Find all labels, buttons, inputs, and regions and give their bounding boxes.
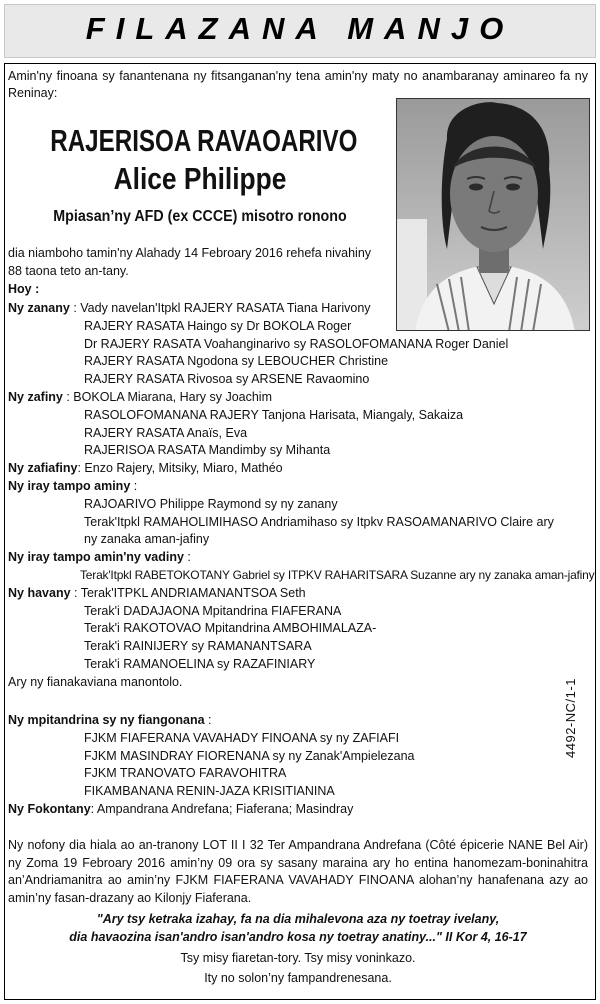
quote-line-2: dia havaozina isan'andro isan'andro kosa ny toetray anatiny..." II Kor 4, 16-17 xyxy=(69,930,527,944)
fokontany-label: Ny Fokontany xyxy=(8,801,91,816)
zanany-item: : Vady navelan'Itpkl RAJERY RASATA Tiana Harivony xyxy=(69,301,371,315)
zanany-item: RAJERY RASATA Ngodona sy LEBOUCHER Christine xyxy=(84,354,389,369)
page-title: FILAZANA MANJO xyxy=(85,11,515,46)
havany-item: Terak'i DADAJAONA Mpitandrina FIAFERANA xyxy=(84,603,342,618)
closing-line-1: Tsy misy fiaretan-tory. Tsy misy voninkazo. xyxy=(180,951,416,965)
quote-line-1: "Ary tsy ketraka izahay, fa na dia mihalevona aza ny toetray ivelany, xyxy=(96,912,500,926)
fianakaviana-line: Ary ny fianakaviana manontolo. xyxy=(8,674,183,689)
iray-tampo-vadiny-label: Ny iray tampo amin'ny vadiny xyxy=(8,550,184,565)
deceased-surname: RAJERISOA RAVAOARIVO xyxy=(50,123,358,158)
mpitandrina-label: Ny mpitandrina sy ny fiangonana xyxy=(8,713,205,727)
death-line-2: 88 taona teto an-tany. xyxy=(8,263,129,278)
mpitandrina-list: Ny mpitandrina sy ny fiangonana : FJKM FIAFERANA VAVAHADY FINOANA sy ny ZAFIAFI FJKM MASINDRAY FIORENANA sy ny Zanak'Ampielezana FJKM TRANOVATO FARAVOHITRA FIKAMBANANA RENIN-JAZA KRISITIANINA Ny Fokontany: Ampandrana Andrefana; Fiaferana; Masindray xyxy=(8,712,548,819)
mpitandrina-item: FJKM MASINDRAY FIORENANA sy ny Zanak'Ampielezana xyxy=(84,748,415,763)
havany-item: : Terak'ITPKL ANDRIAMANANTSOA Seth xyxy=(70,585,306,600)
havany-item: Terak'i RAKOTOVAO Mpitandrina AMBOHIMALAZA- xyxy=(84,621,377,636)
iray-tampo-vadiny-item: Terak'Itpkl RABETOKOTANY Gabriel sy ITPKV RAHARITSARA Suzanne ary ny zanaka aman-jafiny xyxy=(80,567,595,582)
zanany-label: Ny zanany xyxy=(8,301,70,315)
zanany-item: Dr RAJERY RASATA Voahanginarivo sy RASOLOFOMANANA Roger Daniel xyxy=(84,336,509,351)
reference-code: 4492-NC/1-1 xyxy=(563,678,578,758)
deceased-given-names: Alice Philippe xyxy=(113,161,287,196)
zafiny-item: RAJERISOA RASATA Mandimby sy Mihanta xyxy=(84,443,331,458)
closing-line-2: Ity no solon’ny fampandrenesana. xyxy=(204,971,392,985)
intro-text: Amin'ny finoana sy fanantenana ny fitsanganan'ny tena amin'ny maty no anambaranay aminareo fa ny Reninay: xyxy=(8,69,588,100)
havany-item: Terak'i RAINIJERY sy RAMANANTSARA xyxy=(84,639,312,654)
deceased-role: Mpiasan’ny AFD (ex CCCE) misotro ronono xyxy=(53,208,347,225)
header-banner xyxy=(4,4,596,58)
zanany-item: RAJERY RASATA Haingo sy Dr BOKOLA Roger xyxy=(84,318,352,333)
mpitandrina-item: FJKM FIAFERANA VAVAHADY FINOANA sy ny ZAFIAFI xyxy=(84,730,400,745)
bible-quote xyxy=(8,910,588,946)
death-announcement xyxy=(8,245,392,298)
zafiny-item: : BOKOLA Miarana, Hary sy Joachim xyxy=(62,389,272,404)
iray-tampo-aminy-item: ny zanaka aman-jafiny xyxy=(84,532,210,547)
hoy-label: Hoy : xyxy=(8,281,40,296)
family-list: Ny zanany : Vady navelan'Itpkl RAJERY RASATA Tiana Harivony RAJERY RASATA Haingo sy Dr BOKOLA Roger Dr RAJERY RASATA Voahanginarivo sy RASOLOFOMANANA Roger Daniel RAJERY RASATA Ngodona sy LEBOUCHER Christine RAJERY RASATA Rivosoa sy ARSENE Ravaomino Ny zafiny : BOKOLA Miarana, Hary sy Joachim RASOLOFOMANANA RAJERY Tanjona Harisata, Miangaly, Sakaiza RAJERY RASATA Anaïs, Eva RAJERISOA RASATA Mandimby sy Mihanta Ny zafiafiny: Enzo Rajery, Mitsiky, Miaro, Mathéo Ny iray tampo aminy : RAJOARIVO Philippe Raymond sy ny zanany Terak'Itpkl RAMAHOLIMIHASO Andriamihaso sy Itpkv RASOAMANARIVO Claire ary ny zanaka aman-jafiny Ny iray tampo amin'ny vadiny : Terak'Itpkl RABETOKOTANY Gabriel sy ITPKV RAHARITSARA Suzanne ary ny zanaka aman-jafiny Ny havany : Terak'ITPKL ANDRIAMANANTSOA Seth Terak'i DADAJAONA Mpitandrina FIAFERANA Terak'i RAKOTOVAO Mpitandrina AMBOHIMALAZA- Terak'i RAINIJERY sy RAMANANTSARA Terak'i RAMANOELINA sy RAZAFINIARY Ary ny fianakaviana manontolo. xyxy=(8,300,593,692)
funeral-details: Ny nofony dia hiala ao an-tranony LOT II I 32 Ter Ampandrana Andrefana (Côté épicerie NANE Bel Air) ny Zoma 19 Febroary 2016 amin’ny 09 ora sy sasany maraina ary ho entina hanomezam-boninahitra an’Andriamanitra ao amin’ny FJKM FIAFERANA VAVAHADY FINOANA alohan’ny hanafenana azy ao amin’ny fasan-drazany ao Kilonjy Fiaferana. xyxy=(8,838,588,905)
fokontany-value: : Ampandrana Andrefana; Fiaferana; Masindray xyxy=(90,801,354,816)
closing-notes xyxy=(8,948,588,988)
havany-item: Terak'i RAMANOELINA sy RAZAFINIARY xyxy=(84,656,316,671)
zanany-item: RAJERY RASATA Rivosoa sy ARSENE Ravaomino xyxy=(84,372,370,387)
iray-tampo-aminy-item: RAJOARIVO Philippe Raymond sy ny zanany xyxy=(84,496,338,511)
zafiny-item: RASOLOFOMANANA RAJERY Tanjona Harisata, Miangaly, Sakaiza xyxy=(84,407,464,422)
havany-label: Ny havany xyxy=(8,585,71,600)
mpitandrina-item: FJKM TRANOVATO FARAVOHITRA xyxy=(84,766,287,781)
death-line-1: dia niamboho tamin'ny Alahady 14 Febroary 2016 rehefa nivahiny xyxy=(8,246,372,260)
iray-tampo-aminy-label: Ny iray tampo aminy xyxy=(8,478,131,493)
iray-tampo-aminy-item: Terak'Itpkl RAMAHOLIMIHASO Andriamihaso sy Itpkv RASOAMANARIVO Claire ary xyxy=(84,514,554,529)
zafiny-item: RAJERY RASATA Anaïs, Eva xyxy=(84,425,248,440)
zafiafiny-label: Ny zafiafiny xyxy=(8,461,78,476)
portrait-photo xyxy=(396,98,590,331)
zafiny-label: Ny zafiny xyxy=(8,389,63,404)
mpitandrina-item: FIKAMBANANA RENIN-JAZA KRISITIANINA xyxy=(84,784,335,799)
zafiafiny-list: : Enzo Rajery, Mitsiky, Miaro, Mathéo xyxy=(77,461,283,476)
